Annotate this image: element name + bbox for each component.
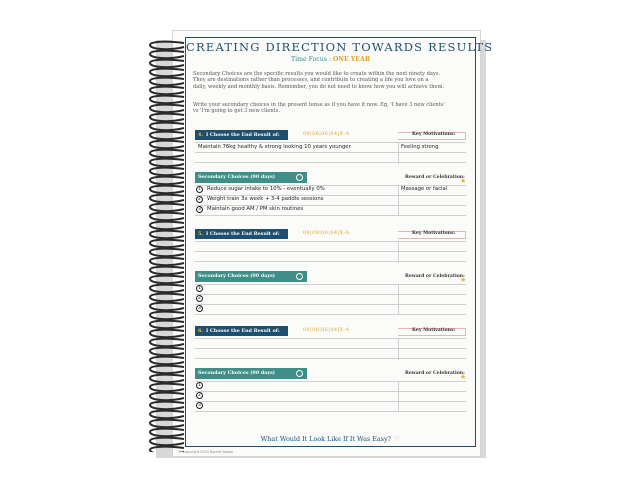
choice-number-1: 1 xyxy=(196,382,203,389)
choice-number-3: 3 xyxy=(196,206,203,213)
binding-ring xyxy=(150,204,184,211)
star-icon: ★ xyxy=(460,276,467,284)
binding-ring xyxy=(150,240,184,247)
column-separator xyxy=(398,241,399,263)
binding-ring xyxy=(150,258,184,265)
binding-ring xyxy=(150,159,184,166)
line xyxy=(195,241,466,242)
binding-ring xyxy=(150,312,184,319)
binding-ring xyxy=(150,330,184,337)
sun-icon xyxy=(296,370,303,377)
choice-entry-3[interactable]: Maintain good AM / PM skin routines xyxy=(207,206,304,212)
line xyxy=(195,294,466,295)
binding-ring xyxy=(150,285,184,292)
binding-ring xyxy=(150,168,184,175)
copyright: © Copyright 2020 Rachel Nakao xyxy=(178,450,233,454)
bottom-question xyxy=(186,435,475,443)
end-result-entry[interactable]: Maintain 76kg healthy & strong looking 10 years younger xyxy=(198,144,351,150)
key-motivations-label: Key Motivations: xyxy=(412,328,456,333)
reward-label: Reward or Celebration: xyxy=(405,175,465,180)
star-icon: ★ xyxy=(460,373,467,381)
binding-ring xyxy=(150,276,184,283)
end-result-label: I Choose the End Result of: xyxy=(206,132,280,138)
date-stamp: 09|08|06|04|X-A xyxy=(303,231,350,236)
star-icon: ★ xyxy=(460,177,467,185)
line xyxy=(195,381,466,382)
binding-ring xyxy=(150,141,184,148)
line xyxy=(195,215,466,216)
line xyxy=(195,162,466,163)
result-section-6 xyxy=(195,326,466,411)
choice-number-2: 2 xyxy=(196,392,203,399)
end-result-header xyxy=(195,130,288,140)
binding-ring xyxy=(150,339,184,346)
line xyxy=(195,358,466,359)
line xyxy=(195,314,466,315)
binding-ring xyxy=(150,231,184,238)
result-section-5 xyxy=(195,229,466,314)
choice-number-1: 1 xyxy=(196,285,203,292)
heart-icon: ♡ xyxy=(394,435,401,443)
column-separator xyxy=(398,338,399,360)
binding-ring xyxy=(150,69,184,76)
time-focus-value: ONE YEAR xyxy=(332,56,370,63)
binding-ring xyxy=(150,303,184,310)
secondary-choices-label: Secondary Choices (90 days) xyxy=(198,174,276,180)
binding-ring xyxy=(150,384,184,391)
choice-number-3: 3 xyxy=(196,305,203,312)
binding-ring xyxy=(150,177,184,184)
line xyxy=(195,304,466,305)
line xyxy=(195,338,466,339)
secondary-choices-label: Secondary Choices (90 days) xyxy=(198,370,276,376)
spiral-binding xyxy=(146,38,186,452)
column-separator xyxy=(398,142,399,164)
section-number: 5. xyxy=(198,231,204,237)
end-result-label: I Choose the End Result of: xyxy=(206,328,280,334)
section-number: 4. xyxy=(198,132,204,138)
binding-ring xyxy=(150,213,184,220)
binding-ring xyxy=(150,42,184,49)
line xyxy=(195,284,466,285)
reward-entry[interactable]: Massage or facial xyxy=(401,186,448,192)
choice-number-3: 3 xyxy=(196,402,203,409)
result-section-4 xyxy=(195,130,466,215)
intro-paragraph-2: Write your secondary choices in the present tense as if you have it now. Eg, 'I have 3 new clients' vs 'I'm going to get 3 new clients. xyxy=(193,102,445,115)
binding-ring xyxy=(150,375,184,382)
binding-ring xyxy=(150,348,184,355)
line xyxy=(195,152,466,153)
binding-ring xyxy=(150,402,184,409)
intro-paragraph-1: Secondary Choices are the specific results you would like to create within the next ninety days. They are destinations rather than processes, and contribute to creating a life you love on a daily, weekly and monthly basis. Remember, you do not need to know how you will achieve them. xyxy=(193,71,445,90)
key-motivations-label: Key Motivations: xyxy=(412,231,456,236)
binding-ring xyxy=(150,222,184,229)
binding-ring xyxy=(150,186,184,193)
sun-icon xyxy=(296,273,303,280)
date-stamp: 09|08|06|04|X-A xyxy=(303,328,350,333)
choice-number-2: 2 xyxy=(196,295,203,302)
end-result-header xyxy=(195,326,288,336)
binding-ring xyxy=(150,438,184,445)
binding-ring xyxy=(150,321,184,328)
column-separator xyxy=(398,381,399,411)
binding-ring xyxy=(150,60,184,67)
secondary-choices-header xyxy=(195,271,307,282)
binding-ring xyxy=(150,411,184,418)
line xyxy=(195,261,466,262)
secondary-choices-header xyxy=(195,172,307,183)
binding-ring xyxy=(150,429,184,436)
binding-ring xyxy=(150,393,184,400)
binding-ring xyxy=(150,267,184,274)
end-result-header xyxy=(195,229,288,239)
page-title: CREATING DIRECTION TOWARDS RESULTS xyxy=(186,40,494,54)
sun-icon xyxy=(296,174,303,181)
binding-ring xyxy=(150,249,184,256)
line xyxy=(195,348,466,349)
line xyxy=(195,251,466,252)
column-separator xyxy=(398,284,399,314)
binding-ring xyxy=(150,294,184,301)
line xyxy=(195,142,466,143)
binding-ring xyxy=(150,51,184,58)
binding-ring xyxy=(150,132,184,139)
binding-ring xyxy=(150,150,184,157)
binding-ring xyxy=(150,87,184,94)
bottom-question-text: What Would It Look Like If It Was Easy? xyxy=(260,435,391,443)
reward-label: Reward or Celebration: xyxy=(405,371,465,376)
choice-number-2: 2 xyxy=(196,196,203,203)
time-focus-label: Time Focus : xyxy=(291,56,333,63)
binding-ring xyxy=(150,96,184,103)
key-motivations-label: Key Motivations: xyxy=(412,132,456,137)
reward-label: Reward or Celebration: xyxy=(405,274,465,279)
binding-ring xyxy=(150,114,184,121)
line xyxy=(195,391,466,392)
end-result-label: I Choose the End Result of: xyxy=(206,231,280,237)
column-separator xyxy=(398,185,399,215)
choice-entry-2[interactable]: Weight train 3x week + 3-4 paddle sessions xyxy=(207,196,324,202)
binding-ring xyxy=(150,195,184,202)
section-number: 6. xyxy=(198,328,204,334)
line xyxy=(195,401,466,402)
time-focus xyxy=(186,56,475,63)
choice-number-1: 1 xyxy=(196,186,203,193)
binding-ring xyxy=(150,357,184,364)
binding-ring xyxy=(150,123,184,130)
secondary-choices-label: Secondary Choices (90 days) xyxy=(198,273,276,279)
binding-ring xyxy=(150,105,184,112)
choice-entry-1[interactable]: Reduce sugar intake to 10% - eventually 0% xyxy=(207,186,325,192)
motivation-entry[interactable]: Feeling strong xyxy=(401,144,439,150)
binding-ring xyxy=(150,366,184,373)
binding-ring xyxy=(150,420,184,427)
line xyxy=(195,411,466,412)
date-stamp: 09|08|06|04|X-A xyxy=(303,132,350,137)
binding-ring xyxy=(150,78,184,85)
secondary-choices-header xyxy=(195,368,307,379)
